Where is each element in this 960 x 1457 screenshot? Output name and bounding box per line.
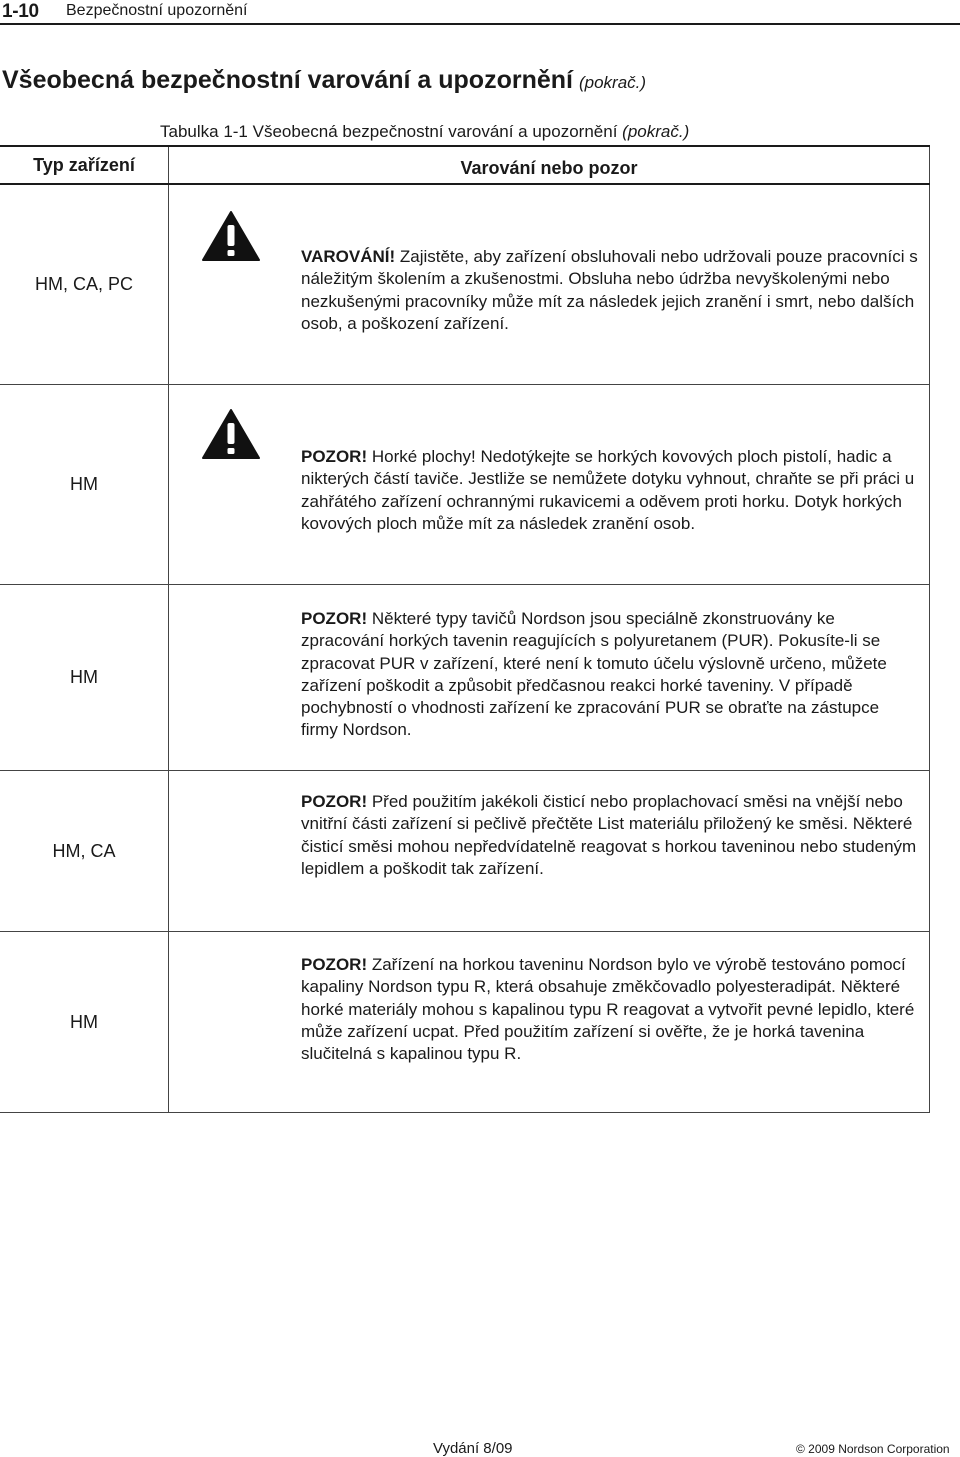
- warning-label: VAROVÁNÍ!: [301, 247, 396, 266]
- warning-text: [301, 446, 919, 535]
- caution-body: Některé typy tavičů Nordson jsou speciálně zkonstruovány ke zpracování horkých tavenin reagujících s polyuretanem (PUR). Pokusíte-li se zpracovat PUR v zařízení, které není k tomuto účelu výslovně určeno, můžete zařízení poškodit a způsobit předčasnou reakci horké taveniny. V případě pochybností o vhodnosti zařízení ke zpracování PUR se obraťte na zástupce firmy Nordson.: [301, 609, 887, 740]
- caution-label: POZOR!: [301, 792, 368, 811]
- device-type-cell: HM: [70, 474, 98, 494]
- table-caption-continued: (pokrač.): [622, 122, 690, 141]
- header-rule: [0, 23, 960, 25]
- caution-body: Zařízení na horkou taveninu Nordson bylo ve výrobě testováno pomocí kapaliny Nordson typu R, která obsahuje změkčovadlo polyesteradipát. Některé horké materiály mohou s kapalinou typu R reagovat a vytvořit pevné lepidlo, které může zařízení ucpat. Před použitím zařízení si ověřte, že je horká tavenina slučitelná s kapalinou typu R.: [301, 955, 915, 1064]
- section-title-continued: (pokrač.): [578, 73, 647, 92]
- warning-body: Zajistěte, aby zařízení obsluhovali nebo udržovali pouze pracovníci s náležitým školením a zkušenostmi. Obsluha nebo údržba nevyškolenými nebo nezkušenými pracovníky může mít za následek jejich zranění i smrt, nebo dalších osob, a poškození zařízení.: [301, 247, 918, 333]
- warning-text: [301, 246, 919, 335]
- table-row: [0, 385, 930, 584]
- table-row: [0, 771, 930, 931]
- device-type-cell: HM, CA, PC: [34, 274, 133, 294]
- warning-triangle-icon: [201, 408, 261, 460]
- table-caption-text: Tabulka 1-1 Všeobecná bezpečnostní varování a upozornění: [160, 122, 618, 141]
- warning-text: [301, 608, 919, 742]
- caution-label: POZOR!: [301, 609, 368, 628]
- caution-body: Před použitím jakékoli čisticí nebo proplachovací směsi na vnější nebo vnitřní části zařízení si pečlivě přečtěte List materiálu přiložený ke směsi. Některé čisticí směsi mohou nepředvídatelně reagovat s horkou taveninou nebo studeným lepidlem a poškodit tak zařízení.: [301, 792, 917, 878]
- warning-text: [301, 954, 919, 1065]
- footer-edition: Vydání 8/09: [433, 1440, 513, 1457]
- section-title: [2, 66, 646, 95]
- page-header: [0, 0, 960, 24]
- table-row: [0, 585, 930, 770]
- warning-triangle-icon: [201, 210, 261, 262]
- table-row: [0, 932, 930, 1113]
- column-header-warning: Varování nebo pozor: [460, 158, 638, 178]
- running-head: Bezpečnostní upozornění: [66, 2, 248, 19]
- table-row: [0, 185, 930, 384]
- caution-body: Horké plochy! Nedotýkejte se horkých kovových ploch pistolí, hadic a nikterých částí taviče. Jestliže se nemůžete dotyku vyhnout, chraňte se při práci u zahřátého zařízení ochrannými rukavicemi a oděvem proti horku. Dotyk horkých kovových ploch může mít za následek zranění osob.: [301, 447, 915, 533]
- device-type-cell: HM, CA: [52, 840, 116, 861]
- device-type-cell: HM: [70, 1012, 98, 1032]
- page-number: 1-10: [2, 1, 39, 22]
- caution-label: POZOR!: [301, 447, 368, 466]
- warning-text: [301, 791, 919, 880]
- column-header-device: Typ zařízení: [33, 155, 135, 175]
- device-type-cell: HM: [70, 667, 98, 687]
- caution-label: POZOR!: [301, 955, 368, 974]
- section-title-text: Všeobecná bezpečnostní varování a upozornění: [2, 66, 573, 94]
- table-caption: [160, 122, 689, 142]
- footer-copyright: © 2009 Nordson Corporation: [796, 1442, 950, 1456]
